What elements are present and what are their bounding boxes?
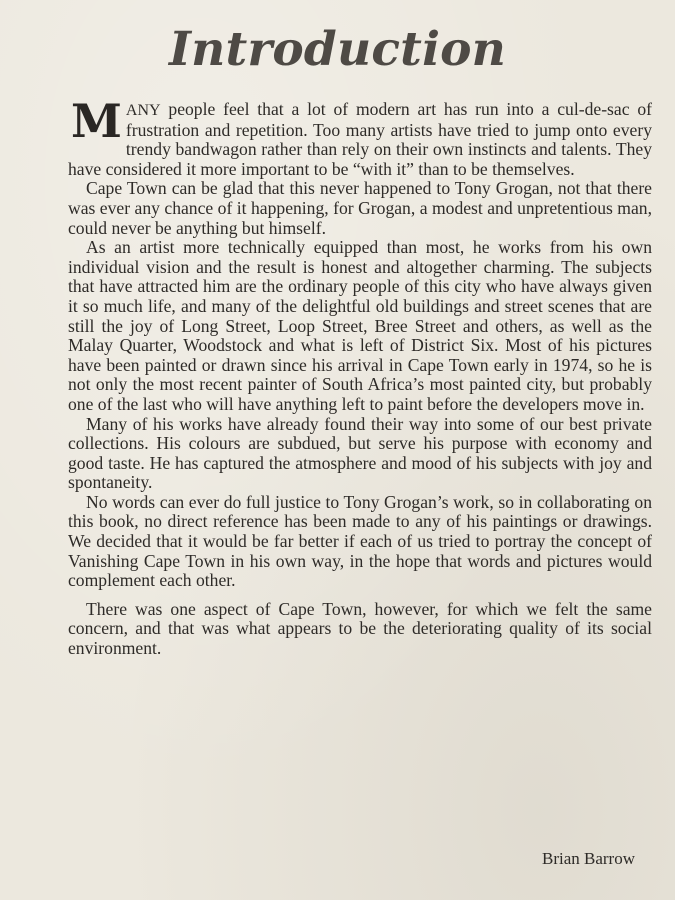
introduction-body [68,94,652,659]
paragraph-1 [68,94,652,179]
paragraph-5: No words can ever do full justice to Tony Grogan’s work, so in collaborating on this book, no direct reference has been made to any of his paintings or drawings. We decided that it would be far better if each of us tried to portray the concept of Vanishing Cape Town in his own way, in the hope that words and pictures would complement each other. [68,491,652,591]
paragraph-1-text: people feel that a lot of modern art has run into a cul-de-sac of frustration and repetition. Too many artists have tried to jump onto every trendy bandwagon rather than rely on their own instincts and talents. They have considered it more important to be “with it” than to be themselves. [68,99,652,179]
page-title: Introduction [168,22,507,77]
paragraph-1-lead: ANY [125,102,161,119]
paragraph-6: There was one aspect of Cape Town, however, for which we felt the same concern, and that was what appears to be the deteriorating quality of its social environment. [68,598,652,659]
paragraph-2: Cape Town can be glad that this never happened to Tony Grogan, not that there was ever any chance of it happening, for Grogan, a modest and unpretentious man, could never be anything but himself. [68,178,652,238]
author-signature: Brian Barrow [541,849,635,868]
drop-cap: M [71,94,122,148]
paragraph-4: Many of his works have already found their way into some of our best private collections. His colours are subdued, but serve his purpose with economy and good taste. He has captured the atmosphere and mood of his subjects with joy and spontaneity. [68,413,652,493]
paragraph-3: As an artist more technically equipped than most, he works from his own individual vision and the result is honest and altogether charming. The subjects that have attracted him are the ordinary people of this city who have always given it so much life, and many of the delightful old buildings and street scenes that are still the joy of Long Street, Loop Street, Bree Street and others, as well as the Malay Quarter, Woodstock and what is left of District Six. Most of his pictures have been painted or drawn since his arrival in Cape Town early in 1974, so he is not only the most recent painter of South Africa’s most painted city, but probably one of the last who will have anything left to paint before the developers move in. [68,237,652,414]
